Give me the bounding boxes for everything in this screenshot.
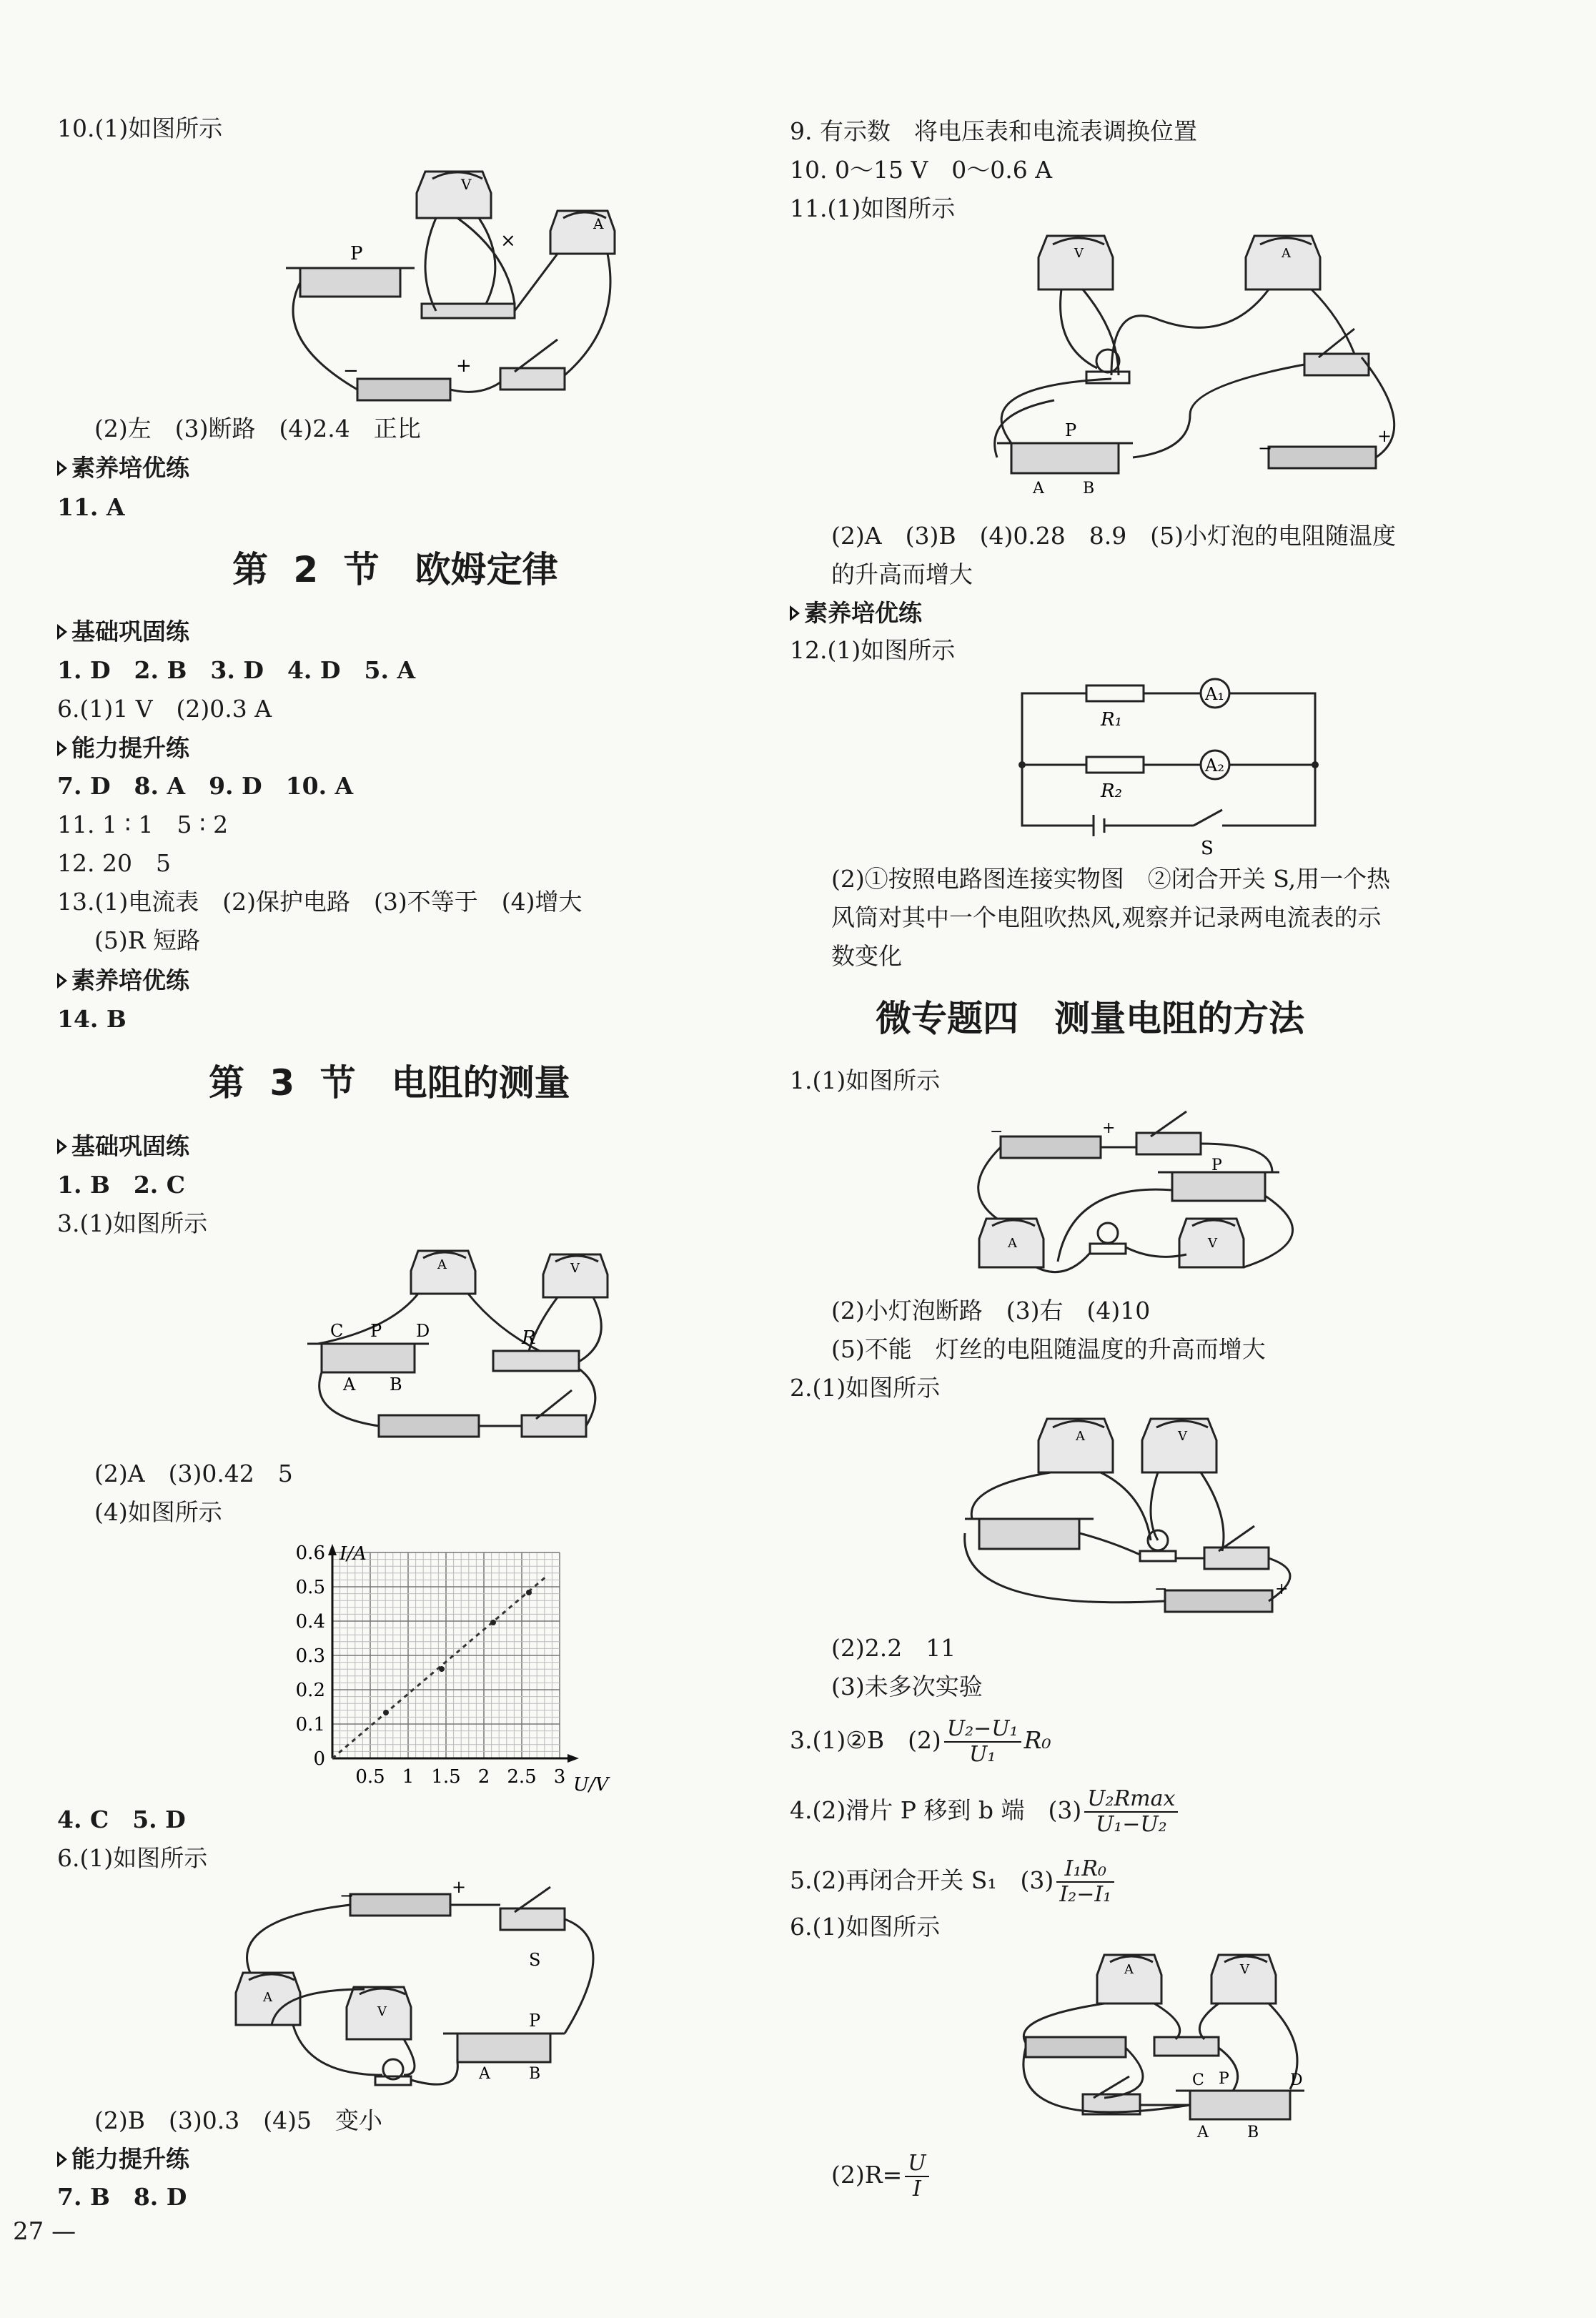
triangle-marker-icon [57, 1139, 67, 1154]
section-heading: 能力提升练 [57, 733, 189, 764]
svg-text:−: − [339, 1886, 355, 1906]
svg-text:+: + [1102, 1119, 1116, 1137]
section-heading: 基础巩固练 [57, 1131, 189, 1162]
svg-text:C: C [330, 1321, 344, 1341]
data-point [490, 1620, 496, 1625]
x-tick-label: 2 [477, 1766, 490, 1788]
answer-t1-2: (2)小灯泡断路 (3)右 (4)10 [831, 1297, 1151, 1324]
answer-t5: 5.(2)再闭合开关 S₁ (3) $\frac{\text{I₁R₀}}{\text{I₂−I₁}}$ [790, 1857, 1117, 1907]
triangle-marker-icon [790, 605, 800, 621]
answer-12: 12. 20 5 [57, 849, 171, 877]
fraction: $\frac{U}{I}$ [905, 2151, 928, 2201]
y-tick-label: 0.6 [295, 1542, 325, 1564]
svg-text:C: C [1192, 2071, 1204, 2089]
svg-text:A: A [437, 1257, 447, 1272]
answer-11-2b: 的升高而增大 [831, 560, 973, 588]
answer-6: 6.(1)1 V (2)0.3 A [57, 695, 272, 723]
svg-text:A: A [1076, 1429, 1085, 1444]
answer-t1-1: 1.(1)如图所示 [790, 1066, 941, 1094]
section-heading: 素养培优练 [57, 452, 189, 484]
answer-12-2c: 数变化 [831, 942, 902, 970]
answer-1-5: 1. D 2. B 3. D 4. D 5. A [57, 656, 416, 684]
svg-text:A: A [479, 2065, 490, 2083]
y-tick-label: 0.1 [295, 1714, 325, 1735]
x-tick-label: 1.5 [431, 1766, 461, 1788]
answer-6-1: 6.(1)如图所示 [57, 1844, 208, 1872]
svg-text:P: P [1211, 1156, 1222, 1174]
circuit-figure-11 [968, 229, 1397, 500]
svg-text:A: A [263, 1990, 272, 2005]
svg-text:B: B [1083, 480, 1095, 497]
svg-text:A: A [1033, 480, 1044, 497]
svg-text:−: − [1258, 438, 1273, 458]
x-tick-label: 3 [553, 1766, 566, 1788]
special-topic-title: 微专题四 测量电阻的方法 [876, 998, 1304, 1039]
y-tick-label: 0.3 [295, 1645, 325, 1667]
y-tick-label: 0.2 [295, 1680, 325, 1701]
svg-text:V: V [570, 1261, 580, 1276]
answer-t2-3: (3)未多次实验 [831, 1673, 983, 1700]
answer-11-1: 11.(1)如图所示 [790, 194, 956, 222]
svg-text:P: P [529, 2011, 541, 2031]
svg-text:A: A [1008, 1236, 1017, 1251]
svg-text:A: A [1124, 1962, 1134, 1977]
answer-13: 13.(1)电流表 (2)保护电路 (3)不等于 (4)增大 [57, 888, 583, 916]
y-tick-label: 0 [313, 1748, 325, 1770]
circuit-figure-10 [243, 154, 615, 411]
section-heading: 素养培优练 [57, 965, 189, 996]
answer-3-1: 3.(1)如图所示 [57, 1209, 208, 1237]
answer-12-2: (2)①按照电路图连接实物图 ②闭合开关 S,用一个热 [831, 865, 1391, 893]
circuit-figure-t2 [958, 1412, 1358, 1626]
answer-11: 11. A [57, 493, 125, 521]
fraction: $\frac{\text{U₂−U₁}}{\text{U₁}}$ [944, 1717, 1021, 1767]
answer-7-8: 7. B 8. D [57, 2183, 187, 2211]
svg-text:V: V [1178, 1429, 1187, 1444]
svg-text:V: V [1240, 1962, 1249, 1977]
fraction: $\frac{\text{I₁R₀}}{\text{I₂−I₁}}$ [1056, 1857, 1114, 1907]
answer-14: 14. B [57, 1005, 127, 1033]
x-tick-label: 1 [402, 1766, 415, 1788]
y-tick-label: 0.5 [295, 1577, 325, 1598]
svg-text:P: P [1219, 2070, 1229, 2088]
y-axis-label: I/A [339, 1543, 367, 1565]
answer-3-2: (2)A (3)0.42 5 [94, 1460, 293, 1487]
label-a2: A₂ [1205, 756, 1224, 776]
x-tick-label: 0.5 [355, 1766, 385, 1788]
answer-t4: 4.(2)滑片 P 移到 b 端 (3) $\frac{\text{U₂Rmax}}{\text{U₁−U₂}}$ [790, 1787, 1181, 1837]
svg-text:B: B [1247, 2124, 1259, 2141]
svg-text:V: V [377, 2004, 387, 2019]
answer-6-2: (2)B (3)0.3 (4)5 变小 [94, 2106, 382, 2134]
svg-text:P: P [350, 243, 363, 264]
answer-3-4: (4)如图所示 [94, 1498, 222, 1526]
label-s: S [1201, 838, 1214, 859]
svg-text:R: R [522, 1327, 536, 1349]
label-a1: A₁ [1205, 684, 1224, 704]
triangle-marker-icon [57, 624, 67, 640]
label-r2: R₂ [1101, 781, 1122, 802]
section-heading: 素养培优练 [790, 598, 922, 629]
triangle-marker-icon [57, 973, 67, 989]
svg-text:P: P [1065, 420, 1077, 440]
page-number: 27 — [13, 2217, 76, 2246]
answer-7-10: 7. D 8. A 9. D 10. A [57, 772, 354, 800]
data-point [383, 1710, 389, 1715]
answer-12-1: 12.(1)如图所示 [790, 636, 956, 664]
answer-10: 10. 0～15 V 0～0.6 A [790, 156, 1053, 184]
data-point [526, 1590, 532, 1595]
circuit-figure-3 [250, 1244, 622, 1451]
answer-10-2: (2)左 (3)断路 (4)2.4 正比 [94, 415, 421, 442]
answer-13-5: (5)R 短路 [94, 926, 201, 954]
triangle-marker-icon [57, 741, 67, 756]
svg-text:×: × [500, 230, 516, 252]
svg-text:B: B [529, 2065, 541, 2083]
answer-t2-1: 2.(1)如图所示 [790, 1374, 941, 1402]
circuit-figure-t6 [1011, 1948, 1340, 2155]
svg-text:+: + [1377, 426, 1392, 446]
svg-text:B: B [390, 1375, 402, 1395]
svg-text:V: V [1074, 246, 1084, 261]
svg-text:+: + [1275, 1580, 1289, 1598]
svg-text:+: + [456, 355, 472, 377]
svg-text:V: V [461, 176, 472, 193]
svg-text:A: A [343, 1375, 356, 1395]
answer-t3: 3.(1)②B (2) $\frac{\text{U₂−U₁}}{\text{U₁}}$ R₀ [790, 1716, 1051, 1767]
svg-text:P: P [370, 1321, 382, 1341]
circuit-diagram-12 [1008, 675, 1337, 859]
circuit-figure-6 [229, 1877, 643, 2094]
answer-11b: 11. 1 ∶ 1 5 ∶ 2 [57, 811, 229, 838]
label-r1: R₁ [1101, 709, 1122, 730]
data-point [439, 1666, 445, 1672]
svg-text:−: − [990, 1123, 1003, 1141]
triangle-marker-icon [57, 460, 67, 476]
triangle-marker-icon [57, 2151, 67, 2167]
answer-1-2: 1. B 2. C [57, 1171, 186, 1199]
answer-4-5: 4. C 5. D [57, 1806, 186, 1833]
y-tick-label: 0.4 [295, 1611, 325, 1633]
svg-text:+: + [452, 1877, 467, 1897]
section-heading: 能力提升练 [57, 2144, 189, 2175]
svg-text:S: S [529, 1950, 541, 1970]
svg-text:−: − [1154, 1580, 1168, 1598]
section-title-3: 第 3 节 电阻的测量 [209, 1062, 570, 1104]
answer-11-2: (2)A (3)B (4)0.28 8.9 (5)小灯泡的电阻随温度 [831, 522, 1397, 550]
answer-t2-2: (2)2.2 11 [831, 1634, 956, 1662]
x-tick-label: 2.5 [507, 1766, 537, 1788]
answer-t6-1: 6.(1)如图所示 [790, 1913, 941, 1941]
svg-text:D: D [1290, 2071, 1303, 2089]
svg-text:−: − [343, 360, 359, 382]
svg-text:D: D [416, 1321, 430, 1341]
svg-text:V: V [1208, 1236, 1217, 1251]
x-axis-label: U/V [573, 1774, 609, 1796]
answer-10-1: 10.(1)如图所示 [57, 114, 223, 142]
svg-text:A: A [1282, 246, 1291, 261]
section-heading: 基础巩固练 [57, 616, 189, 648]
answer-12-2b: 风筒对其中一个电阻吹热风,观察并记录两电流表的示 [831, 903, 1382, 931]
answer-t6-2: (2)R= $\frac{U}{I}$ [790, 2151, 932, 2201]
svg-text:A: A [1197, 2124, 1209, 2141]
fraction: $\frac{\text{U₂Rmax}}{\text{U₁−U₂}}$ [1084, 1787, 1178, 1837]
svg-text:A: A [593, 215, 604, 232]
answer-t1-5: (5)不能 灯丝的电阻随温度的升高而增大 [831, 1335, 1266, 1363]
section-title-2: 第 2 节 欧姆定律 [232, 549, 558, 590]
answer-9: 9. 有示数 将电压表和电流表调换位置 [790, 117, 1197, 145]
circuit-figure-t1 [972, 1104, 1344, 1294]
iu-graph [236, 1537, 636, 1801]
